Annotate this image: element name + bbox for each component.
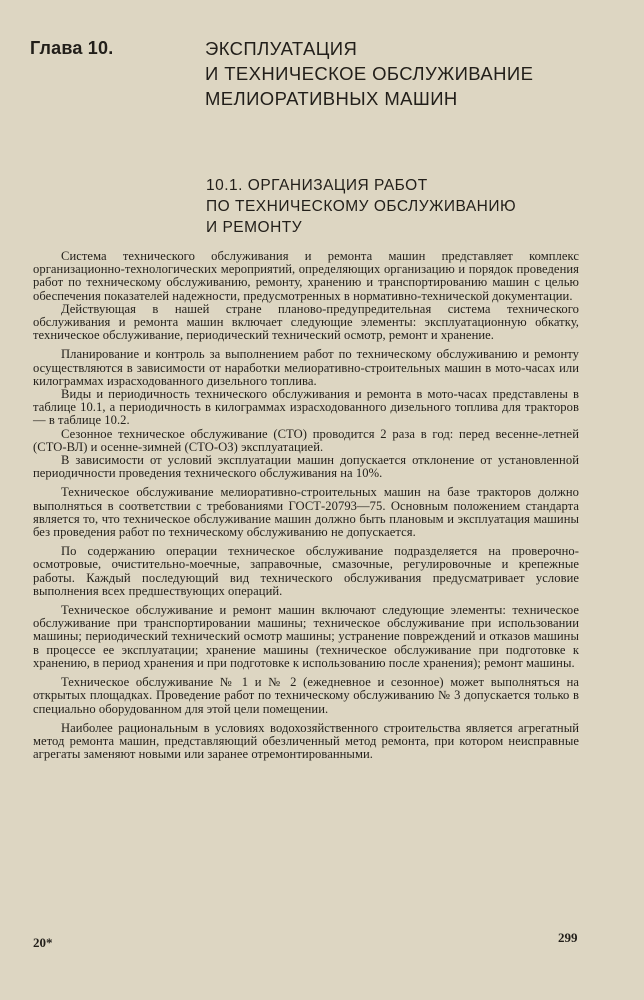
paragraph: Действующая в нашей стране планово-предупредительная система технического обслуживания и ремонта машин включает следующие элементы: эксплуатационную обкатку, техническое обслуживание, периодический технический осмотр, ремонт и хранение. — [33, 301, 579, 343]
chapter-label: Глава 10. — [30, 38, 114, 58]
section-title — [206, 175, 516, 238]
section-title-line: 10.1. ОРГАНИЗАЦИЯ РАБОТ — [206, 177, 428, 194]
body-text — [33, 250, 579, 761]
chapter-title — [205, 36, 533, 111]
paragraph: Сезонное техническое обслуживание (СТО) проводится 2 раза в год: перед весенне-летней (СТО-ВЛ) и осенне-зимней (СТО-ОЗ) эксплуатацией. — [33, 426, 579, 454]
paragraph: Виды и периодичность технического обслуживания и ремонта в мото-часах представлены в таблице 10.1, а периодичность в килограммах израсходованного дизельного топлива для тракторов — в таблице 10.2. — [33, 387, 579, 428]
section-title-line: И РЕМОНТУ — [206, 219, 303, 236]
paragraph: Техническое обслуживание мелиоративно-строительных машин на базе тракторов должно выполняться в соответствии с требованиями ГОСТ-20793—75. Основным положением стандарта является то, что техническое обслуживание машин должно быть плановым и эксплуатация машины без проведения работ по техническому обслуживанию не допускается. — [33, 485, 579, 540]
paragraph: По содержанию операции техническое обслуживание подразделяется на проверочно-осмотровые, очистительно-моечные, заправочные, смазочные, регулировочные и крепежные работы. Каждый последующий вид технического обслуживания предусматривает условие выполнения всех предшествующих операций. — [33, 544, 579, 598]
paragraph: В зависимости от условий эксплуатации машин допускается отклонение от установленной периодичности проведения технического обслуживания на 10%. — [33, 453, 579, 481]
chapter-title-line: ЭКСПЛУАТАЦИЯ — [205, 38, 358, 59]
paragraph: Наиболее рациональным в условиях водохозяйственного строительства является агрегатный метод ремонта машин, представляющий обезличенный метод ремонта, при котором неисправные агрегаты заменяют новыми или заранее отремонтированными. — [33, 720, 579, 762]
paragraph: Техническое обслуживание № 1 и № 2 (ежедневное и сезонное) может выполняться на открытых площадках. Проведение работ по техническому обслуживанию № 3 допускается только в специально оборудованном для этой цели помещении. — [33, 675, 579, 716]
signature-mark: 20* — [33, 935, 53, 950]
section-title-line: ПО ТЕХНИЧЕСКОМУ ОБСЛУЖИВАНИЮ — [206, 198, 517, 215]
chapter-title-line: МЕЛИОРАТИВНЫХ МАШИН — [205, 88, 458, 109]
chapter-title-line: И ТЕХНИЧЕСКОЕ ОБСЛУЖИВАНИЕ — [205, 63, 534, 84]
paragraph: Техническое обслуживание и ремонт машин включают следующие элементы: техническое обслуживание при транспортировании машины; техническое обслуживание при использовании машины; периодический технический осмотр машины; устранение повреждений и отказов машины в процессе ее эксплуатации; хранение машины (техническое обслуживание при подготовке к хранению, в период хранения и при подготовке к использованию после хранения); ремонт машины. — [33, 603, 579, 670]
paragraph: Система технического обслуживания и ремонта машин представляет комплекс организационно-технологических мероприятий, определяющих организацию и порядок проведения работ по техническому обслуживанию, ремонту, хранению и транспортированию машин с целью обеспечения показателей надежности, предусмотренных в нормативно-технической документации. — [33, 249, 579, 303]
page-number: 299 — [558, 930, 578, 945]
paragraph: Планирование и контроль за выполнением работ по техническому обслуживанию и ремонту осуществляются в зависимости от наработки мелиоративно-строительных машин в мото-часах или килограммах израсходованного дизельного топлива. — [33, 347, 579, 388]
